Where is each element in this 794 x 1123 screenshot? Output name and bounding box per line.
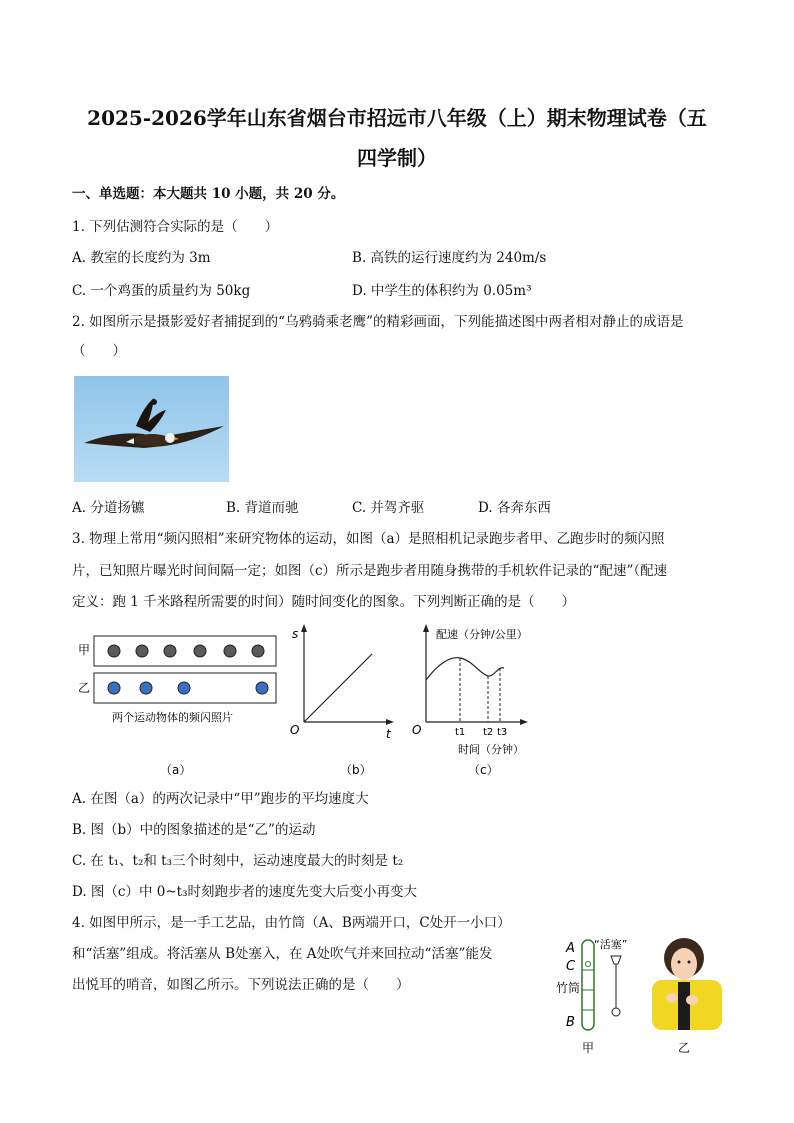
q3-fig-c-o: O — [412, 723, 422, 737]
q3-fig-c-label: （c） — [468, 763, 499, 777]
q3-fig-c-t2: t2 — [483, 727, 494, 738]
q3-fig-a-label: （a） — [160, 763, 192, 777]
q4-stem-line3: 出悦耳的哨音，如图乙所示。下列说法正确的是（ ） — [72, 977, 410, 993]
q4-label-yi: 乙 — [678, 1041, 691, 1055]
q3-fig-c-ylabel: 配速（分钟/公里） — [436, 628, 528, 641]
q4-bamboo-tube — [582, 940, 594, 1030]
q3-fig-c-t1: t1 — [455, 727, 466, 738]
q2-option-d: D. 各奔东西 — [478, 500, 551, 516]
q3-option-a: A. 在图（a）的两次记录中“甲”跑步的平均速度大 — [72, 791, 369, 807]
q2-option-c: C. 并驾齐驱 — [352, 500, 425, 516]
q4-figure — [556, 920, 730, 1060]
q4-label-jia: 甲 — [582, 1041, 595, 1055]
q2-stem-line2: （ ） — [72, 343, 126, 359]
q4-label-piston: “活塞” — [594, 938, 628, 951]
q3-fig-b-line — [304, 654, 372, 722]
q3-fig-a-label-jia: 甲 — [78, 643, 91, 657]
q1-option-a: A. 教室的长度约为 3m — [72, 250, 211, 266]
q2-eagle-crow-photo — [74, 376, 229, 482]
q3-option-d: D. 图（c）中 0~t₃时刻跑步者的速度先变大后变小再变大 — [72, 884, 418, 900]
q1-option-b: B. 高铁的运行速度约为 240m/s — [352, 250, 547, 266]
q4-stem-line1: 4. 如图甲所示，是一手工艺品，由竹筒（A、B两端开口，C处开一小口） — [72, 915, 511, 931]
q3-fig-b-t: t — [386, 727, 391, 741]
q4-label-tube: 竹筒 — [556, 981, 581, 995]
section-header: 一、单选题：本大题共 10 小题，共 20 分。 — [72, 186, 345, 202]
q3-stem-line2: 片，已知照片曝光时间间隔一定；如图（c）所示是跑步者用随身携带的手机软件记录的“配速”（配速 — [72, 563, 668, 579]
q3-option-b: B. 图（b）中的图象描述的是“乙”的运动 — [72, 822, 316, 838]
q3-figure-b — [282, 620, 402, 780]
q3-fig-a-caption: 两个运动物体的频闪照片 — [112, 711, 233, 724]
q3-fig-b-s: s — [292, 627, 299, 641]
q2-stem-line1: 2. 如图所示是摄影爱好者捕捉到的“乌鸦骑乘老鹰”的精彩画面，下列能描述图中两者相对静止的成语是 — [72, 314, 684, 330]
q3-fig-c-curve — [426, 658, 504, 680]
q3-fig-c-t3: t3 — [497, 727, 508, 738]
paper-title-line2: 四学制） — [357, 146, 437, 170]
q2-option-b: B. 背道而驰 — [226, 500, 299, 516]
q3-stem-line3: 定义：跑 1 千米路程所需要的时间）随时间变化的图象。下列判断正确的是（ ） — [72, 594, 576, 610]
q1-stem: 1. 下列估测符合实际的是（ ） — [72, 219, 279, 235]
q3-fig-b-label: （b） — [340, 763, 372, 777]
q3-option-c: C. 在 t₁、t₂和 t₃三个时刻中，运动速度最大的时刻是 t₂ — [72, 853, 404, 869]
q3-fig-c-xlabel: 时间（分钟） — [458, 743, 524, 756]
q3-fig-b-o: O — [290, 723, 300, 737]
q3-figure-a — [72, 628, 287, 778]
q4-label-b: B — [566, 1015, 575, 1030]
q3-stem-line1: 3. 物理上常用“频闪照相”来研究物体的运动，如图（a）是照相机记录跑步者甲、乙跑步时的频闪照 — [72, 531, 665, 547]
q3-figure-c — [408, 620, 538, 780]
paper-title-line1: 2025-2026学年山东省烟台市招远市八年级（上）期末物理试卷（五 — [87, 106, 707, 130]
q1-option-d: D. 中学生的体积约为 0.05m³ — [352, 283, 532, 299]
q4-label-c: C — [566, 959, 576, 974]
q2-option-a: A. 分道扬镳 — [72, 500, 145, 516]
q4-girl-figure — [652, 938, 722, 1030]
q3-fig-a-row-yi-dots — [108, 682, 268, 694]
q4-label-a: A — [566, 941, 575, 956]
q3-fig-a-label-yi: 乙 — [78, 681, 91, 695]
q3-fig-a-row-jia-dots — [108, 645, 264, 657]
q4-stem-line2: 和“活塞”组成。将活塞从 B处塞入，在 A处吹气并来回拉动“活塞”能发 — [72, 946, 493, 962]
q1-option-c: C. 一个鸡蛋的质量约为 50kg — [72, 283, 251, 299]
q4-piston-head — [611, 956, 621, 964]
